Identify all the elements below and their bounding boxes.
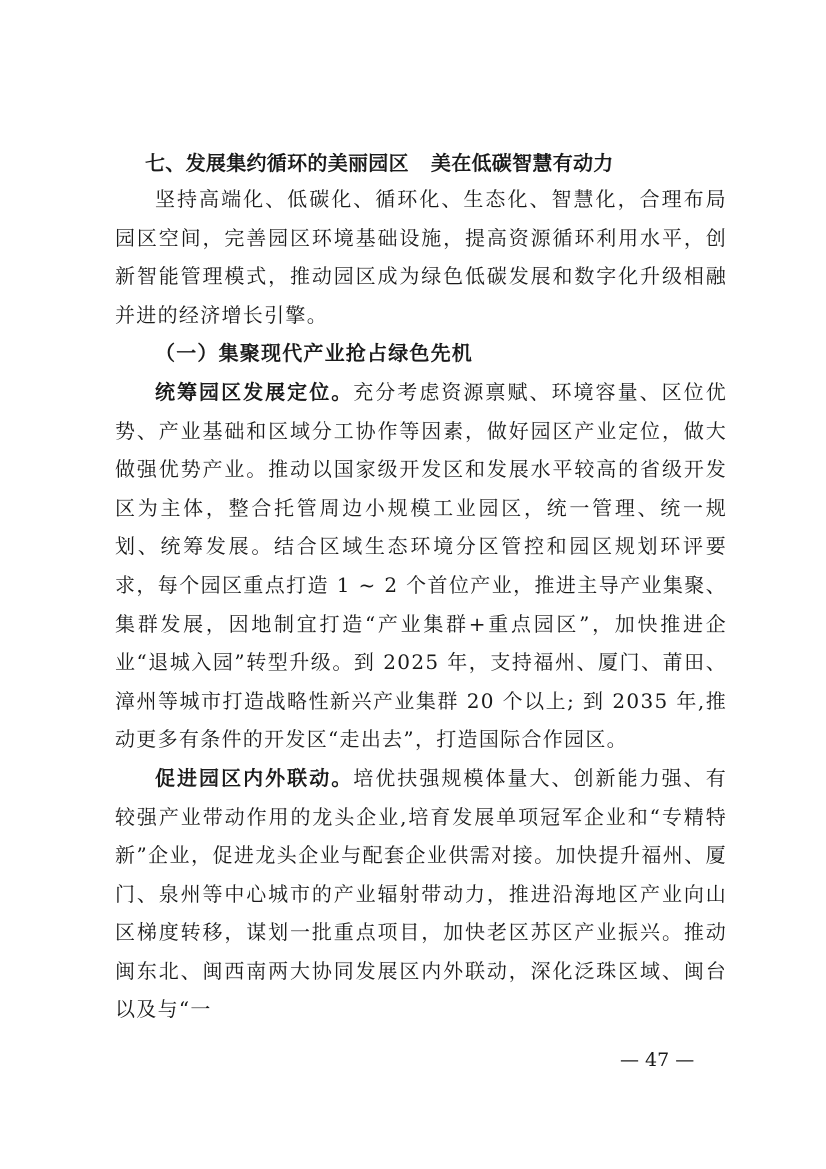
page-number: — 47 — (620, 1049, 695, 1071)
intro-paragraph: 坚持高端化、低碳化、循环化、生态化、智慧化，合理布局园区空间，完善园区环境基础设施，提高资源循环利用水平，创新智能管理模式，推动园区成为绿色低碳发展和数字化升级相融并进的经济增长引擎。 (115, 187, 727, 327)
paragraph-body: 充分考虑资源禀赋、环境容量、区位优势、产业基础和区域分工协作等因素，做好园区产业定位，做大做强优势产业。推动以国家级开发区和发展水平较高的省级开发区为主体，整合托管周边小规模工业园区，统一管理、统一规划、统筹发展。结合区域生态环境分区管控和园区规划环评要求，每个园区重点打造 1 ~ 2 个首位产业，推进主导产业集聚、集群发展，因地制宜打造“产业集群+重点园区”，加快推进企业“退城入园”转型升级。到 2025 年，支持福州、厦门、莆田、漳州等城市打造战略性新兴产业集群 20 个以上; 到 2035 年,推动更多有条件的开发区“走出去”，打造国际合作园区。 (115, 379, 727, 752)
section-heading (145, 151, 727, 175)
section-heading-title: 七、发展集约循环的美丽园区 (145, 151, 409, 175)
paragraph-development-positioning (115, 373, 727, 759)
page-content (115, 151, 727, 1029)
subsection-heading: （一）集聚现代产业抢占绿色先机 (155, 341, 473, 366)
section-heading-subtitle: 美在低碳智慧有动力 (430, 151, 614, 175)
paragraph-lead: 促进园区内外联动。 (155, 765, 354, 790)
paragraph-body: 培优扶强规模体量大、创新能力强、有较强产业带动作用的龙头企业,培育发展单项冠军企业和“专精特新”企业，促进龙头企业与配套企业供需对接。加快提升福州、厦门、泉州等中心城市的产业辐射带动力，推进沿海地区产业向山区梯度转移，谋划一批重点项目，加快老区苏区产业振兴。推动闽东北、闽西南两大协同发展区内外联动，深化泛珠区域、闽台以及与“一 (115, 765, 727, 1022)
paragraph-lead: 统筹园区发展定位。 (155, 379, 354, 404)
paragraph-internal-external-linkage (115, 759, 727, 1029)
